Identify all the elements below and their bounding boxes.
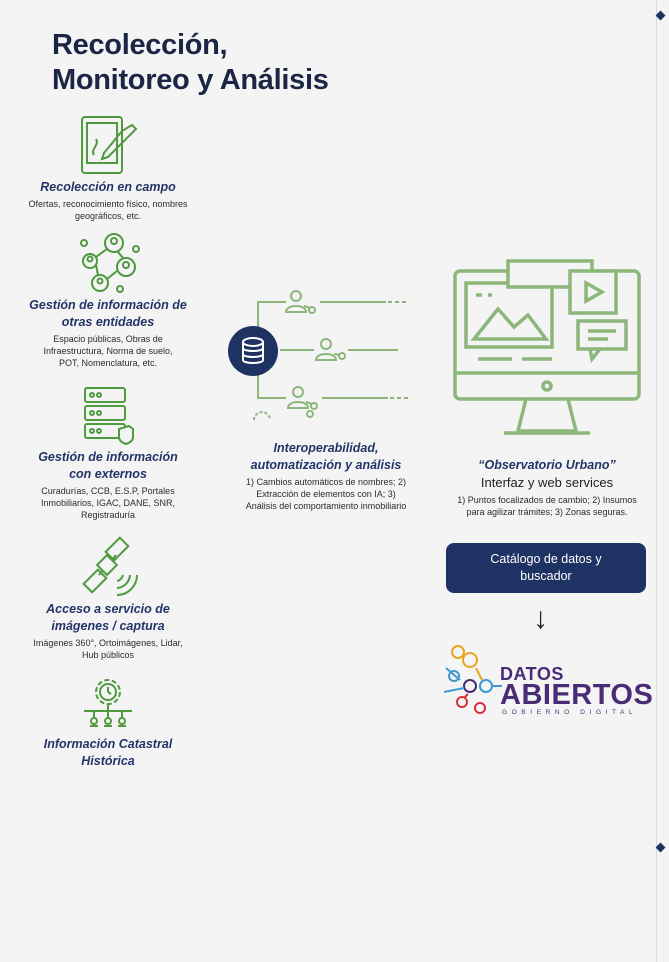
satellite-icon	[28, 535, 188, 597]
datos-abiertos-logo: DATOS ABIERTOS GOBIERNO DIGITAL	[440, 640, 650, 720]
monitor-media-icon	[452, 255, 642, 450]
interoperability-flow-diagram	[228, 288, 418, 428]
gear-clock-network-icon	[28, 674, 188, 730]
network-people-icon	[28, 231, 188, 295]
corner-diamond-top	[656, 11, 666, 21]
item-otras-entidades: Gestión de información de otras entidades Espacio públicas, Obras de Infraestructura, Norma de suelo, POT, Nomenclatura, etc.	[28, 231, 188, 369]
person-network-icon-3	[288, 387, 317, 417]
database-icon	[228, 326, 278, 376]
page-edge-line	[656, 0, 657, 962]
item-externos: Gestión de información con externos Curadurías, CCB, E.S.P, Portales Inmobiliarios, IGAC, DANE, SNR, Registraduría	[28, 385, 188, 521]
person-network-icon-2	[316, 339, 345, 360]
tablet-pen-icon	[28, 115, 188, 177]
item-catastral-historica: Información Catastral Histórica	[28, 674, 188, 770]
item-imagenes: Acceso a servicio de imágenes / captura Imágenes 360°, Ortoimágenes, Lidar, Hub públicos	[28, 535, 188, 661]
middle-section-text: Interoperabilidad, automatización y análisis 1) Cambios automáticos de nombres; 2) Extracción de elementos con IA; 3) Análisis del comportamiento inmobiliario	[245, 441, 407, 511]
down-arrow-icon: ↓	[533, 602, 548, 635]
catalog-search-button[interactable]: Catálogo de datos y buscador	[446, 543, 646, 593]
server-shield-icon	[28, 385, 188, 447]
logo-circuit-mark	[440, 640, 504, 720]
person-network-icon-1	[286, 291, 315, 313]
right-section-text: “Observatorio Urbano” Interfaz y web services 1) Puntos focalizados de cambio; 2) Insumos para agilizar trámites; 3) Zonas seguras.	[457, 458, 637, 517]
page-title: Recolección, Monitoreo y Análisis	[52, 29, 329, 96]
item-recoleccion-campo: Recolección en campo Ofertas, reconocimiento físico, nombres geográficos, etc.	[28, 115, 188, 222]
corner-diamond-bottom	[656, 843, 666, 853]
